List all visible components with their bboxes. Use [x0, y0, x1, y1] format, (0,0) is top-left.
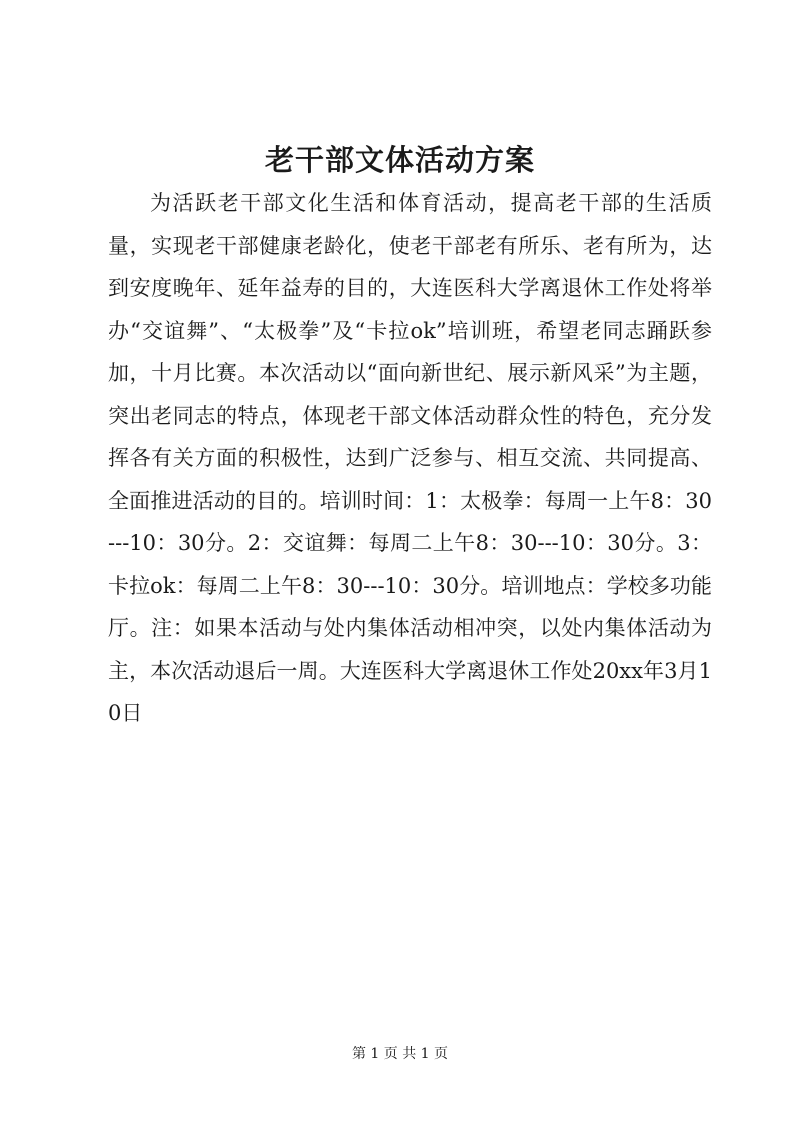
document-title: 老干部文体活动方案	[264, 143, 535, 177]
document-body-paragraph: 为活跃老干部文化生活和体育活动，提高老干部的生活质量，实现老干部健康老龄化，使老干部老有所乐、老有所为，达到安度晚年、延年益寿的目的，大连医科大学离退休工作处将举办“交谊舞”、“太极拳”及“卡拉ok”培训班，希望老同志踊跃参加，十月比赛。本次活动以“面向新世纪、展示新风采”为主题，突出老同志的特点，体现老干部文体活动群众性的特色，充分发挥各有关方面的积极性，达到广泛参与、相互交流、共同提高、全面推进活动的目的。培训时间：1：太极拳：每周一上午8：30---10：30分。2：交谊舞：每周二上午8：30---10：30分。3：卡拉ok：每周二上午8：30---10：30分。培训地点：学校多功能厅。注：如果本活动与处内集体活动相冲突，以处内集体活动为主，本次活动退后一周。大连医科大学离退休工作处20xx年3月10日	[108, 191, 712, 725]
page-footer: 第 1 页 共 1 页	[351, 1046, 449, 1062]
